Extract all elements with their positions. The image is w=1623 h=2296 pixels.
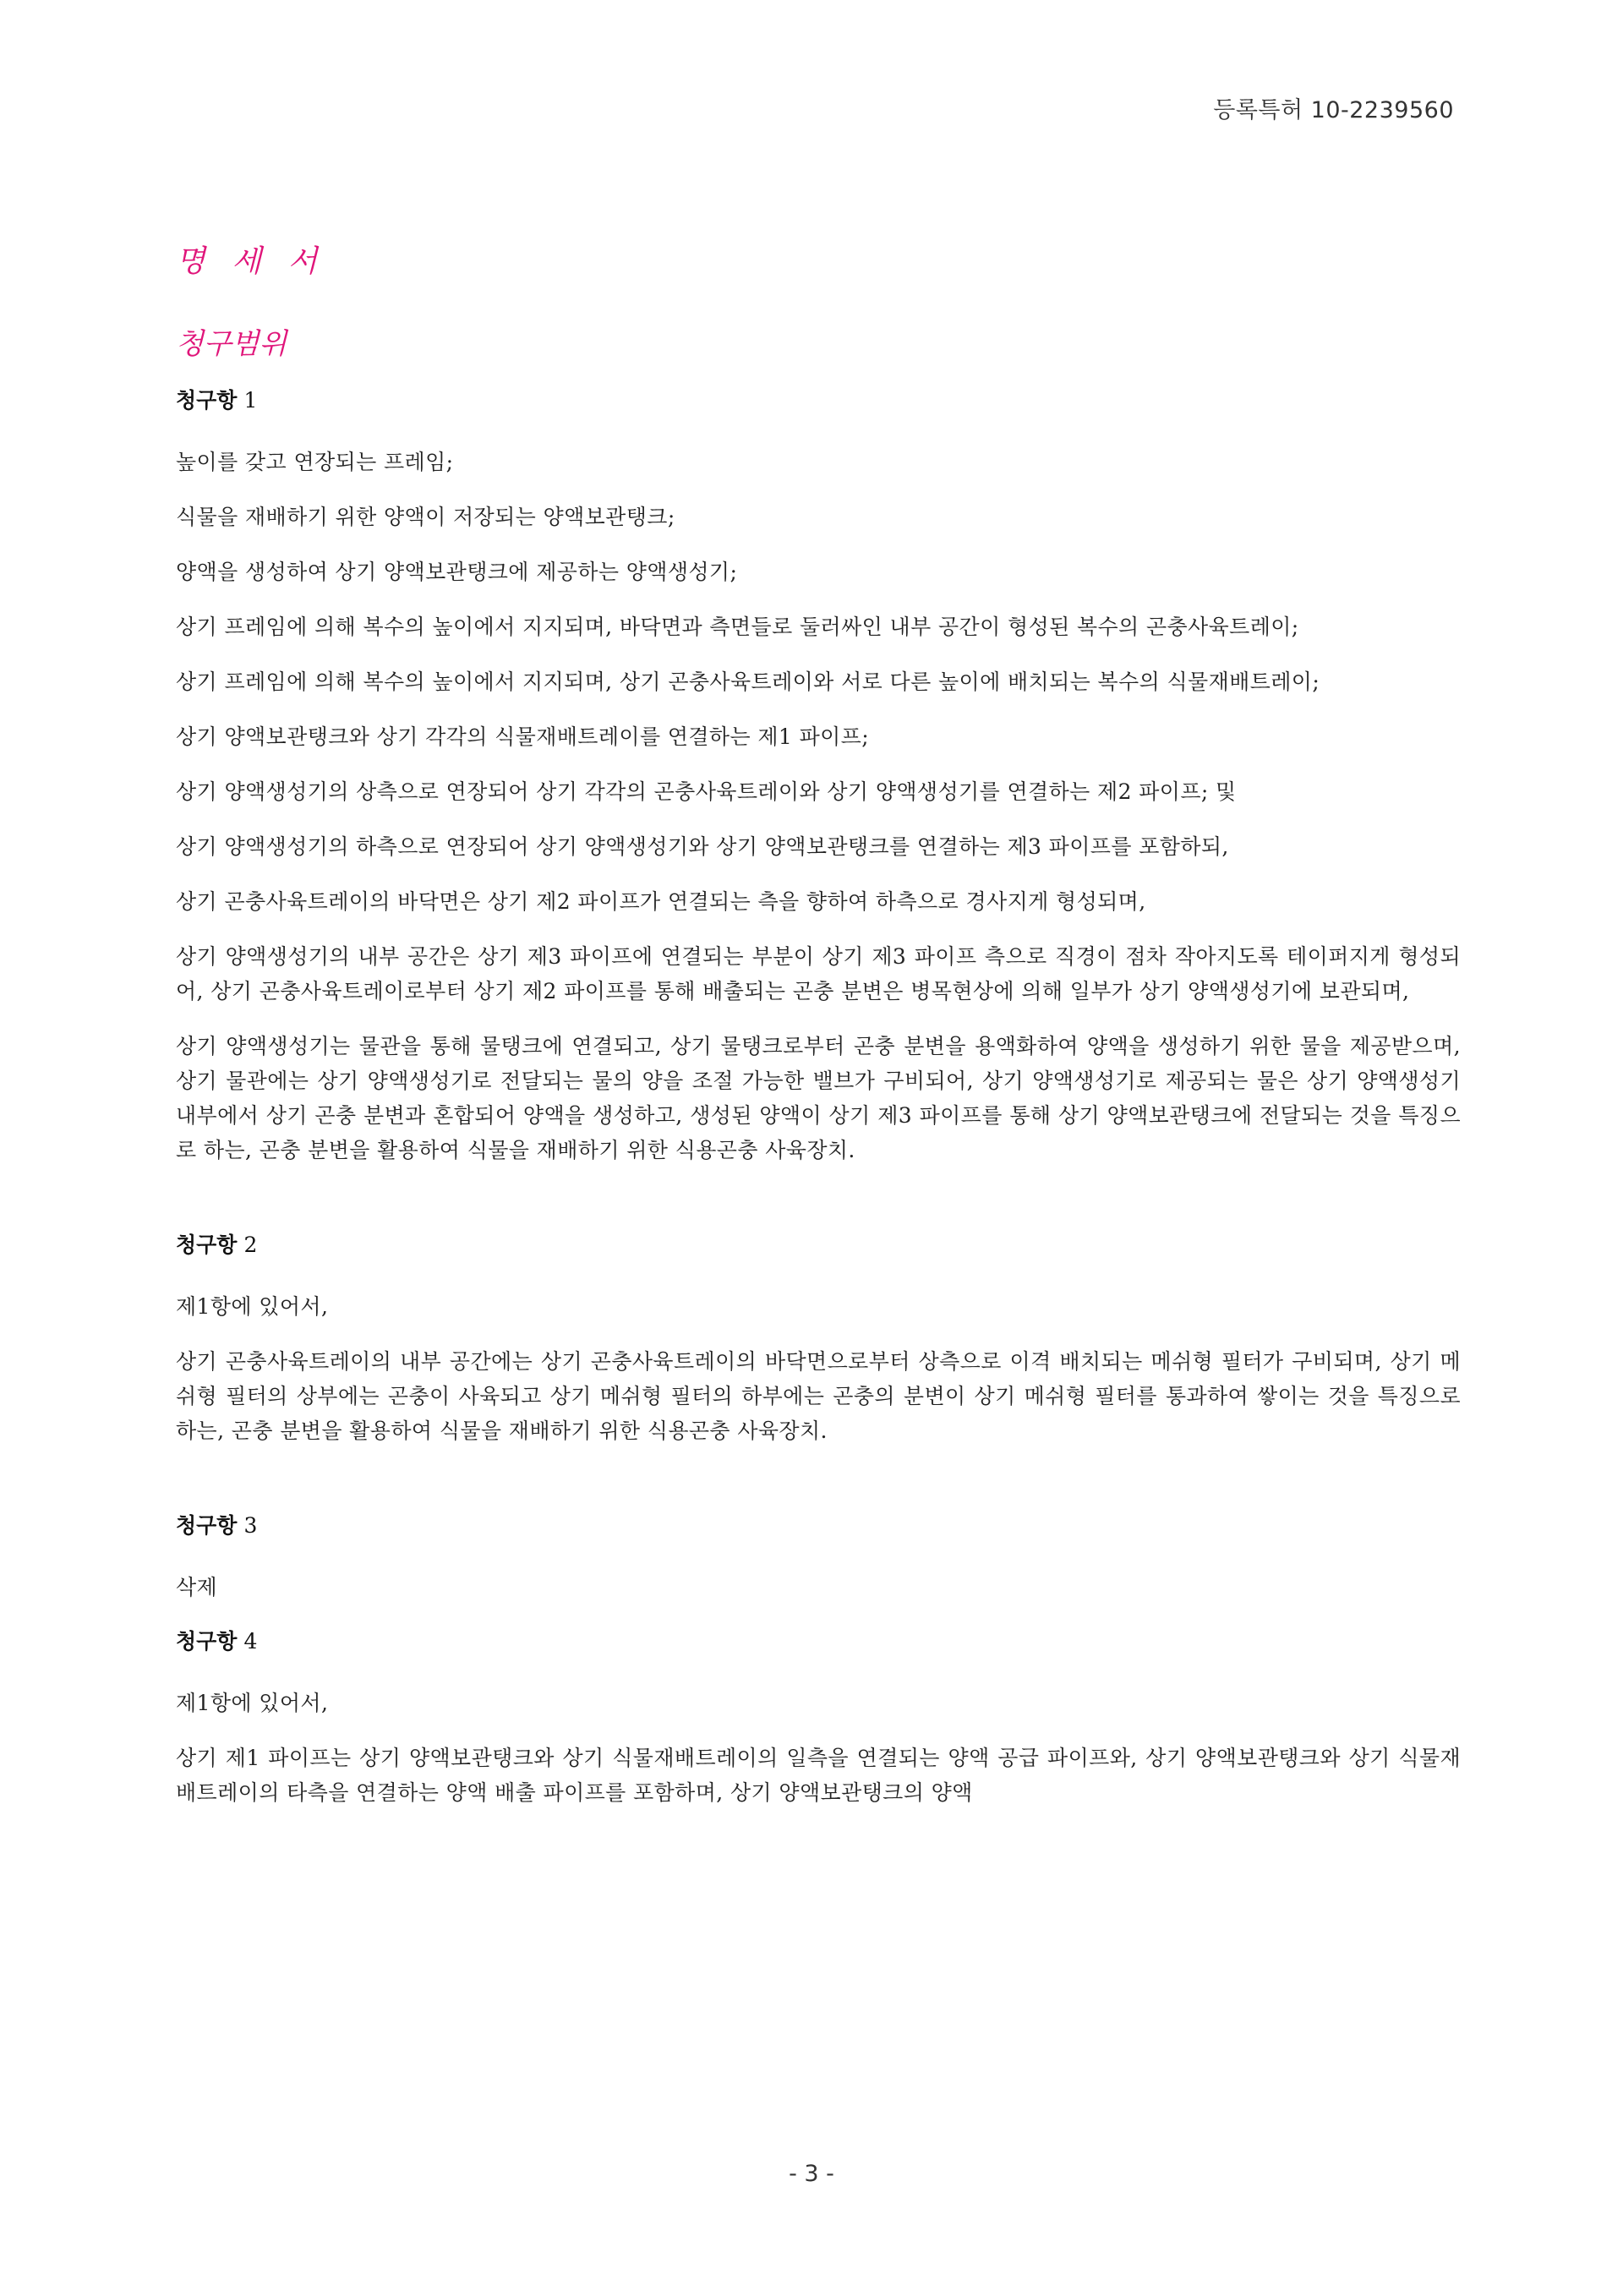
claim-paragraph: 상기 곤충사육트레이의 내부 공간에는 상기 곤충사육트레이의 바닥면으로부터 상측으로 이격 배치되는 메쉬형 필터가 구비되며, 상기 메쉬형 필터의 상부에는 곤충이 사육되고 상기 메쉬형 필터의 하부에는 곤충의 분변이 상기 메쉬형 필터를 통과하여 쌓이는 것을 특징으로 하는, 곤충 분변을 활용하여 식물을 재배하기 위한 식용곤충 사육장치. [176, 1349, 1461, 1443]
claim-3 [176, 1509, 1461, 1604]
claim-paragraph: 제1항에 있어서, [176, 1691, 329, 1715]
claim-paragraph: 식물을 재배하기 위한 양액이 저장되는 양액보관탱크; [176, 505, 675, 529]
claim-4 [176, 1625, 1461, 1810]
document-body [176, 242, 1461, 1871]
page-number: - 3 - [789, 2161, 834, 2187]
claim-2 [176, 1228, 1461, 1448]
document-number: 등록특허 10-2239560 [1213, 97, 1454, 123]
claim-paragraph: 상기 제1 파이프는 상기 양액보관탱크와 상기 식물재배트레이의 일측을 연결되는 양액 공급 파이프와, 상기 양액보관탱크와 상기 식물재배트레이의 타측을 연결하는 양액 배출 파이프를 포함하며, 상기 양액보관탱크의 양액 [176, 1746, 1461, 1805]
claim-paragraph: 상기 곤충사육트레이의 바닥면은 상기 제2 파이프가 연결되는 측을 향하여 하측으로 경사지게 형성되며, [176, 889, 1146, 914]
claim-paragraph: 상기 프레임에 의해 복수의 높이에서 지지되며, 상기 곤충사육트레이와 서로 다른 높이에 배치되는 복수의 식물재배트레이; [176, 670, 1320, 694]
spec-title: 명 세 서 [176, 244, 326, 279]
claim-number: 3 [243, 1513, 258, 1538]
claim-paragraph: 상기 양액생성기는 물관을 통해 물탱크에 연결되고, 상기 물탱크로부터 곤충 분변을 용액화하여 양액을 생성하기 위한 물을 제공받으며, 상기 물관에는 상기 양액생성기로 전달되는 물의 양을 조절 가능한 밸브가 구비되어, 상기 양액생성기로 제공되는 물은 상기 양액생성기 내부에서 상기 곤충 분변과 혼합되어 양액을 생성하고, 생성된 양액이 상기 제3 파이프를 통해 상기 양액보관탱크에 전달되는 것을 특징으로 하는, 곤충 분변을 활용하여 식물을 재배하기 위한 식용곤충 사육장치. [176, 1034, 1461, 1162]
claim-paragraph: 상기 양액생성기의 상측으로 연장되어 상기 각각의 곤충사육트레이와 상기 양액생성기를 연결하는 제2 파이프; 및 [176, 779, 1237, 804]
claim-heading [176, 384, 1461, 418]
claim-label: 청구항 [176, 1513, 238, 1538]
claim-paragraph: 상기 양액생성기의 내부 공간은 상기 제3 파이프에 연결되는 부분이 상기 제3 파이프 측으로 직경이 점차 작아지도록 테이퍼지게 형성되어, 상기 곤충사육트레이로부터 상기 제2 파이프를 통해 배출되는 곤충 분변은 병목현상에 의해 일부가 상기 양액생성기에 보관되며, [176, 944, 1461, 1003]
claim-number: 4 [243, 1629, 258, 1654]
claim-1 [176, 384, 1461, 1167]
claim-heading [176, 1509, 1461, 1543]
claim-paragraph: 양액을 생성하여 상기 양액보관탱크에 제공하는 양액생성기; [176, 560, 738, 584]
claim-paragraph: 상기 양액보관탱크와 상기 각각의 식물재배트레이를 연결하는 제1 파이프; [176, 724, 870, 749]
claim-heading [176, 1625, 1461, 1659]
claim-paragraph: 상기 양액생성기의 하측으로 연장되어 상기 양액생성기와 상기 양액보관탱크를 연결하는 제3 파이프를 포함하되, [176, 834, 1229, 859]
claim-paragraph: 상기 프레임에 의해 복수의 높이에서 지지되며, 바닥면과 측면들로 둘러싸인 내부 공간이 형성된 복수의 곤충사육트레이; [176, 615, 1299, 639]
claim-number: 2 [243, 1233, 258, 1257]
claim-label: 청구항 [176, 1233, 238, 1257]
claim-paragraph: 제1항에 있어서, [176, 1294, 329, 1319]
claim-label: 청구항 [176, 1629, 238, 1654]
claim-number: 1 [243, 388, 258, 413]
claim-paragraph: 높이를 갖고 연장되는 프레임; [176, 450, 454, 474]
claim-heading [176, 1228, 1461, 1262]
section-title: 청구범위 [176, 327, 287, 361]
claim-label: 청구항 [176, 388, 238, 413]
claim-paragraph: 삭제 [176, 1575, 218, 1599]
